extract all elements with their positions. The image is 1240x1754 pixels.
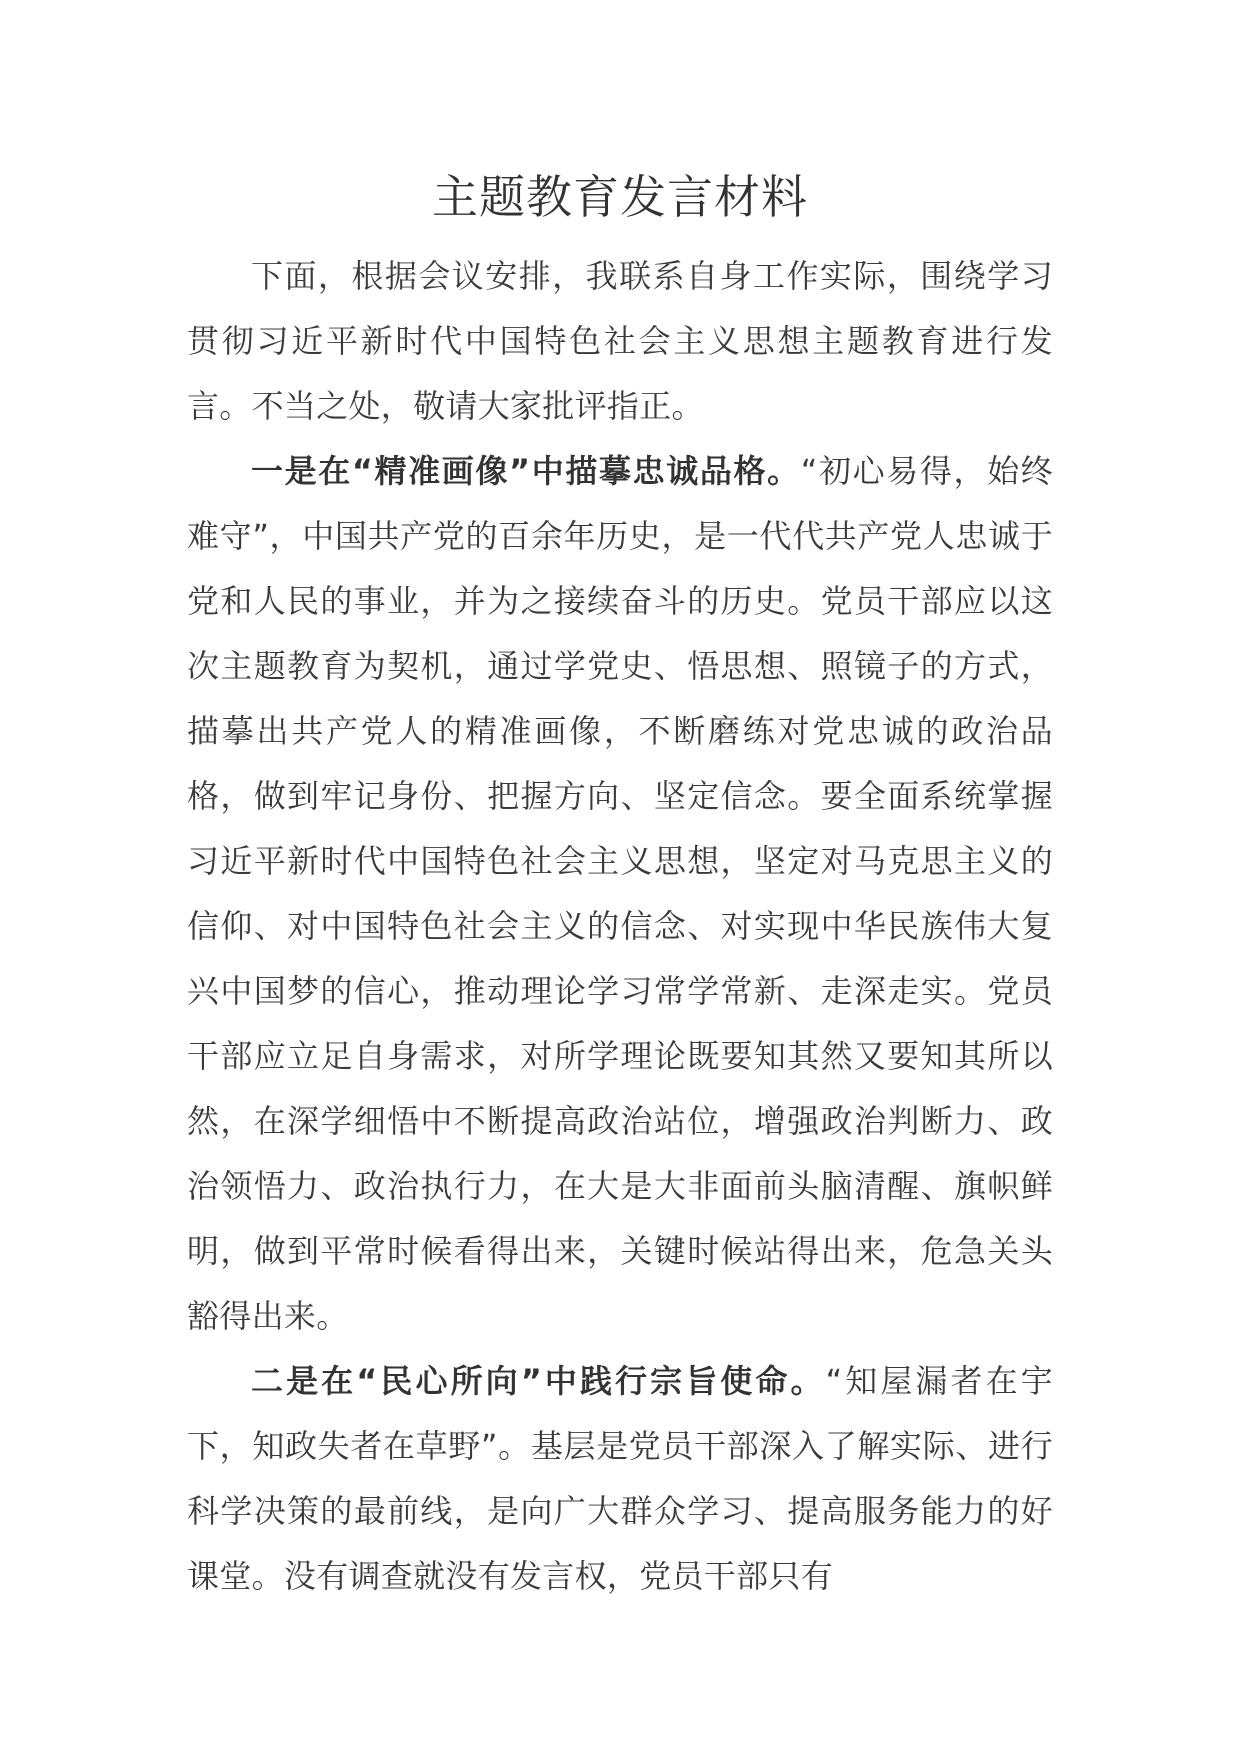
- section-1-heading: 一是在“精准画像”中描摹忠诚品格。: [251, 452, 801, 490]
- section-1-body: “初心易得，始终难守”，中国共产党的百余年历史，是一代代共产党人忠诚于党和人民的事业，并为之接续奋斗的历史。党员干部应以这次主题教育为契机，通过学党史、悟思想、照镜子的方式，描摹出共产党人的精准画像，不断磨练对党忠诚的政治品格，做到牢记身份、把握方向、坚定信念。要全面系统掌握习近平新时代中国特色社会主义思想，坚定对马克思主义的信仰、对中国特色社会主义的信念、对实现中华民族伟大复兴中国梦的信心，推动理论学习常学常新、走深走实。党员干部应立足自身需求，对所学理论既要知其然又要知其所以然，在深学细悟中不断提高政治站位，增强政治判断力、政治领悟力、政治执行力，在大是大非面前头脑清醒、旗帜鲜明，做到平常时候看得出来，关键时候站得出来，危急关头豁得出来。: [187, 452, 1054, 1335]
- section-2-body: “知屋漏者在宇下，知政失者在草野”。基层是党员干部深入了解实际、进行科学决策的最前线，是向广大群众学习、提高服务能力的好课堂。没有调查就没有发言权，党员干部只有: [187, 1362, 1053, 1595]
- section-2-heading: 二是在“民心所向”中践行宗旨使命。: [251, 1362, 826, 1400]
- section-2-paragraph: [187, 1349, 1053, 1609]
- intro-paragraph: 下面，根据会议安排，我联系自身工作实际，围绕学习贯彻习近平新时代中国特色社会主义思想主题教育进行发言。不当之处，敬请大家批评指正。: [187, 257, 1053, 425]
- document-title: 主题教育发言材料: [432, 170, 808, 224]
- document-page: [187, 150, 1053, 1609]
- section-1-paragraph: [187, 439, 1053, 1349]
